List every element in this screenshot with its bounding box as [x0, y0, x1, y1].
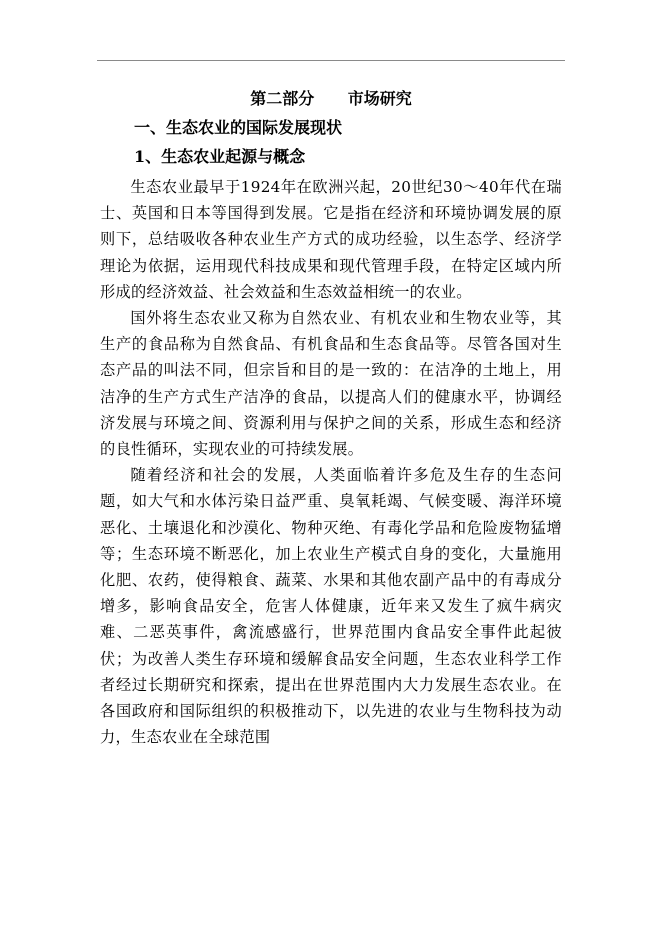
subsection-heading: 1、生态农业起源与概念 — [134, 147, 306, 166]
part-title: 第二部分 市场研究 — [250, 89, 412, 108]
paragraph-3: 随着经济和社会的发展，人类面临着许多危及生存的生态问题，如大气和水体污染日益严重、臭氧耗竭、气候变暖、海洋环境恶化、土壤退化和沙漠化、物种灭绝、有毒化学品和危险废物猛增等；生态环境不断恶化，加上农业生产模式自身的变化，大量施用化肥、农药，使得粮食、蔬菜、水果和其他农副产品中的有毒成分增多，影响食品安全，危害人体健康，近年来又发生了疯牛病灾难、二恶英事件，禽流感盛行，世界范围内食品安全事件此起彼伏；为改善人类生存环境和缓解食品安全问题，生态农业科学工作者经过长期研究和探索，提出在世界范围内大力发展生态农业。在各国政府和国际组织的积极推动下，以先进的农业与生物科技为动力，生态农业在全球范围 — [100, 466, 562, 747]
body-text — [100, 174, 562, 750]
paragraph-1: 生态农业最早于1924年在欧洲兴起，20世纪30～40年代在瑞士、英国和日本等国得到发展。它是指在经济和环境协调发展的原则下，总结吸收各种农业生产方式的成功经验，以生态学、经济学理论为依据，运用现代科技成果和现代管理手段，在特定区域内所形成的经济效益、社会效益和生态效益相统一的农业。 — [100, 178, 562, 301]
paragraph-2: 国外将生态农业又称为自然农业、有机农业和生物农业等，其生产的食品称为自然食品、有机食品和生态食品等。尽管各国对生态产品的叫法不同，但宗旨和目的是一致的：在洁净的土地上，用洁净的生产方式生产洁净的食品，以提高人们的健康水平，协调经济发展与环境之间、资源利用与保护之间的关系，形成生态和经济的良性循环，实现农业的可持续发展。 — [100, 309, 562, 459]
section-heading: 一、生态农业的国际发展现状 — [134, 118, 343, 137]
header-rule — [97, 60, 565, 61]
